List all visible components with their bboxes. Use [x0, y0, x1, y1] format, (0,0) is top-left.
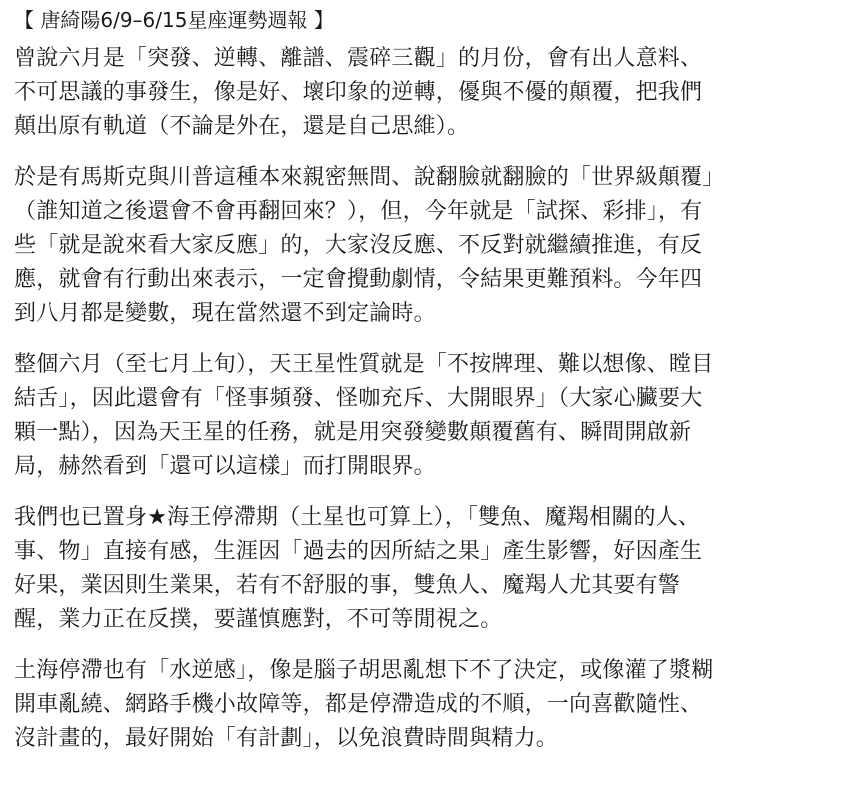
article-title: 【 唐綺陽6/9–6/15星座運勢週報 】: [14, 8, 334, 32]
paragraph-line: 好果，業因則生業果，若有不舒服的事，雙魚人、魔羯人尤其要有警: [14, 573, 681, 598]
paragraph-line: 結舌」，因此還會有「怪事頻發、怪咖充斥、大開眼界」（大家心臟要大: [14, 386, 703, 411]
paragraph-line: （誰知道之後還會不會再翻回來？），但，今年就是「試探、彩排」，有: [14, 199, 703, 224]
paragraph-3: [14, 348, 846, 484]
paragraph-line: 開車亂繞、網路手機小故障等，都是停滯造成的不順，一向喜歡隨性、: [14, 692, 703, 717]
paragraph-line: 顆一點），因為天王星的任務，就是用突發變數顛覆舊有、瞬間開啟新: [14, 420, 692, 445]
paragraph-line: 曾說六月是「突發、逆轉、離譜、震碎三觀」的月份，會有出人意料、: [14, 46, 703, 71]
paragraph-4: [14, 501, 846, 637]
paragraph-line: 醒，業力正在反撲，要謹慎應對，不可等閒視之。: [14, 607, 503, 632]
paragraph-line: 於是有馬斯克與川普這種本來親密無間、說翻臉就翻臉的「世界級顛覆」: [14, 165, 725, 190]
paragraph-line: 我們也已置身★海王停滯期（土星也可算上），「雙魚、魔羯相關的人、: [14, 505, 701, 530]
paragraph-line: 土海停滯也有「水逆感」，像是腦子胡思亂想下不了決定，或像灌了漿糊: [14, 658, 714, 683]
paragraph-line: 整個六月（至七月上旬），天王星性質就是「不按牌理、難以想像、瞠目: [14, 352, 714, 377]
paragraph-line: 不可思議的事發生，像是好、壞印象的逆轉，優與不優的顛覆，把我們: [14, 80, 703, 105]
paragraph-line: 到八月都是變數，現在當然還不到定論時。: [14, 301, 436, 326]
paragraph-2: [14, 161, 846, 331]
paragraph-line: 事、物」直接有感，生涯因「過去的因所結之果」產生影響，好因產生: [14, 539, 703, 564]
paragraph-line: 顛出原有軌道（不論是外在，還是自己思維）。: [14, 114, 470, 139]
paragraph-line: 應，就會有行動出來表示，一定會攪動劇情，令結果更難預料。今年四: [14, 267, 703, 292]
paragraph-1: [14, 42, 846, 144]
paragraph-line: 些「就是說來看大家反應」的，大家沒反應、不反對就繼續推進，有反: [14, 233, 703, 258]
paragraph-line: 局，赫然看到「還可以這樣」而打開眼界。: [14, 454, 436, 479]
paragraph-line: 沒計畫的，最好開始「有計劃」，以免浪費時間與精力。: [14, 726, 559, 751]
paragraph-5: [14, 654, 846, 756]
